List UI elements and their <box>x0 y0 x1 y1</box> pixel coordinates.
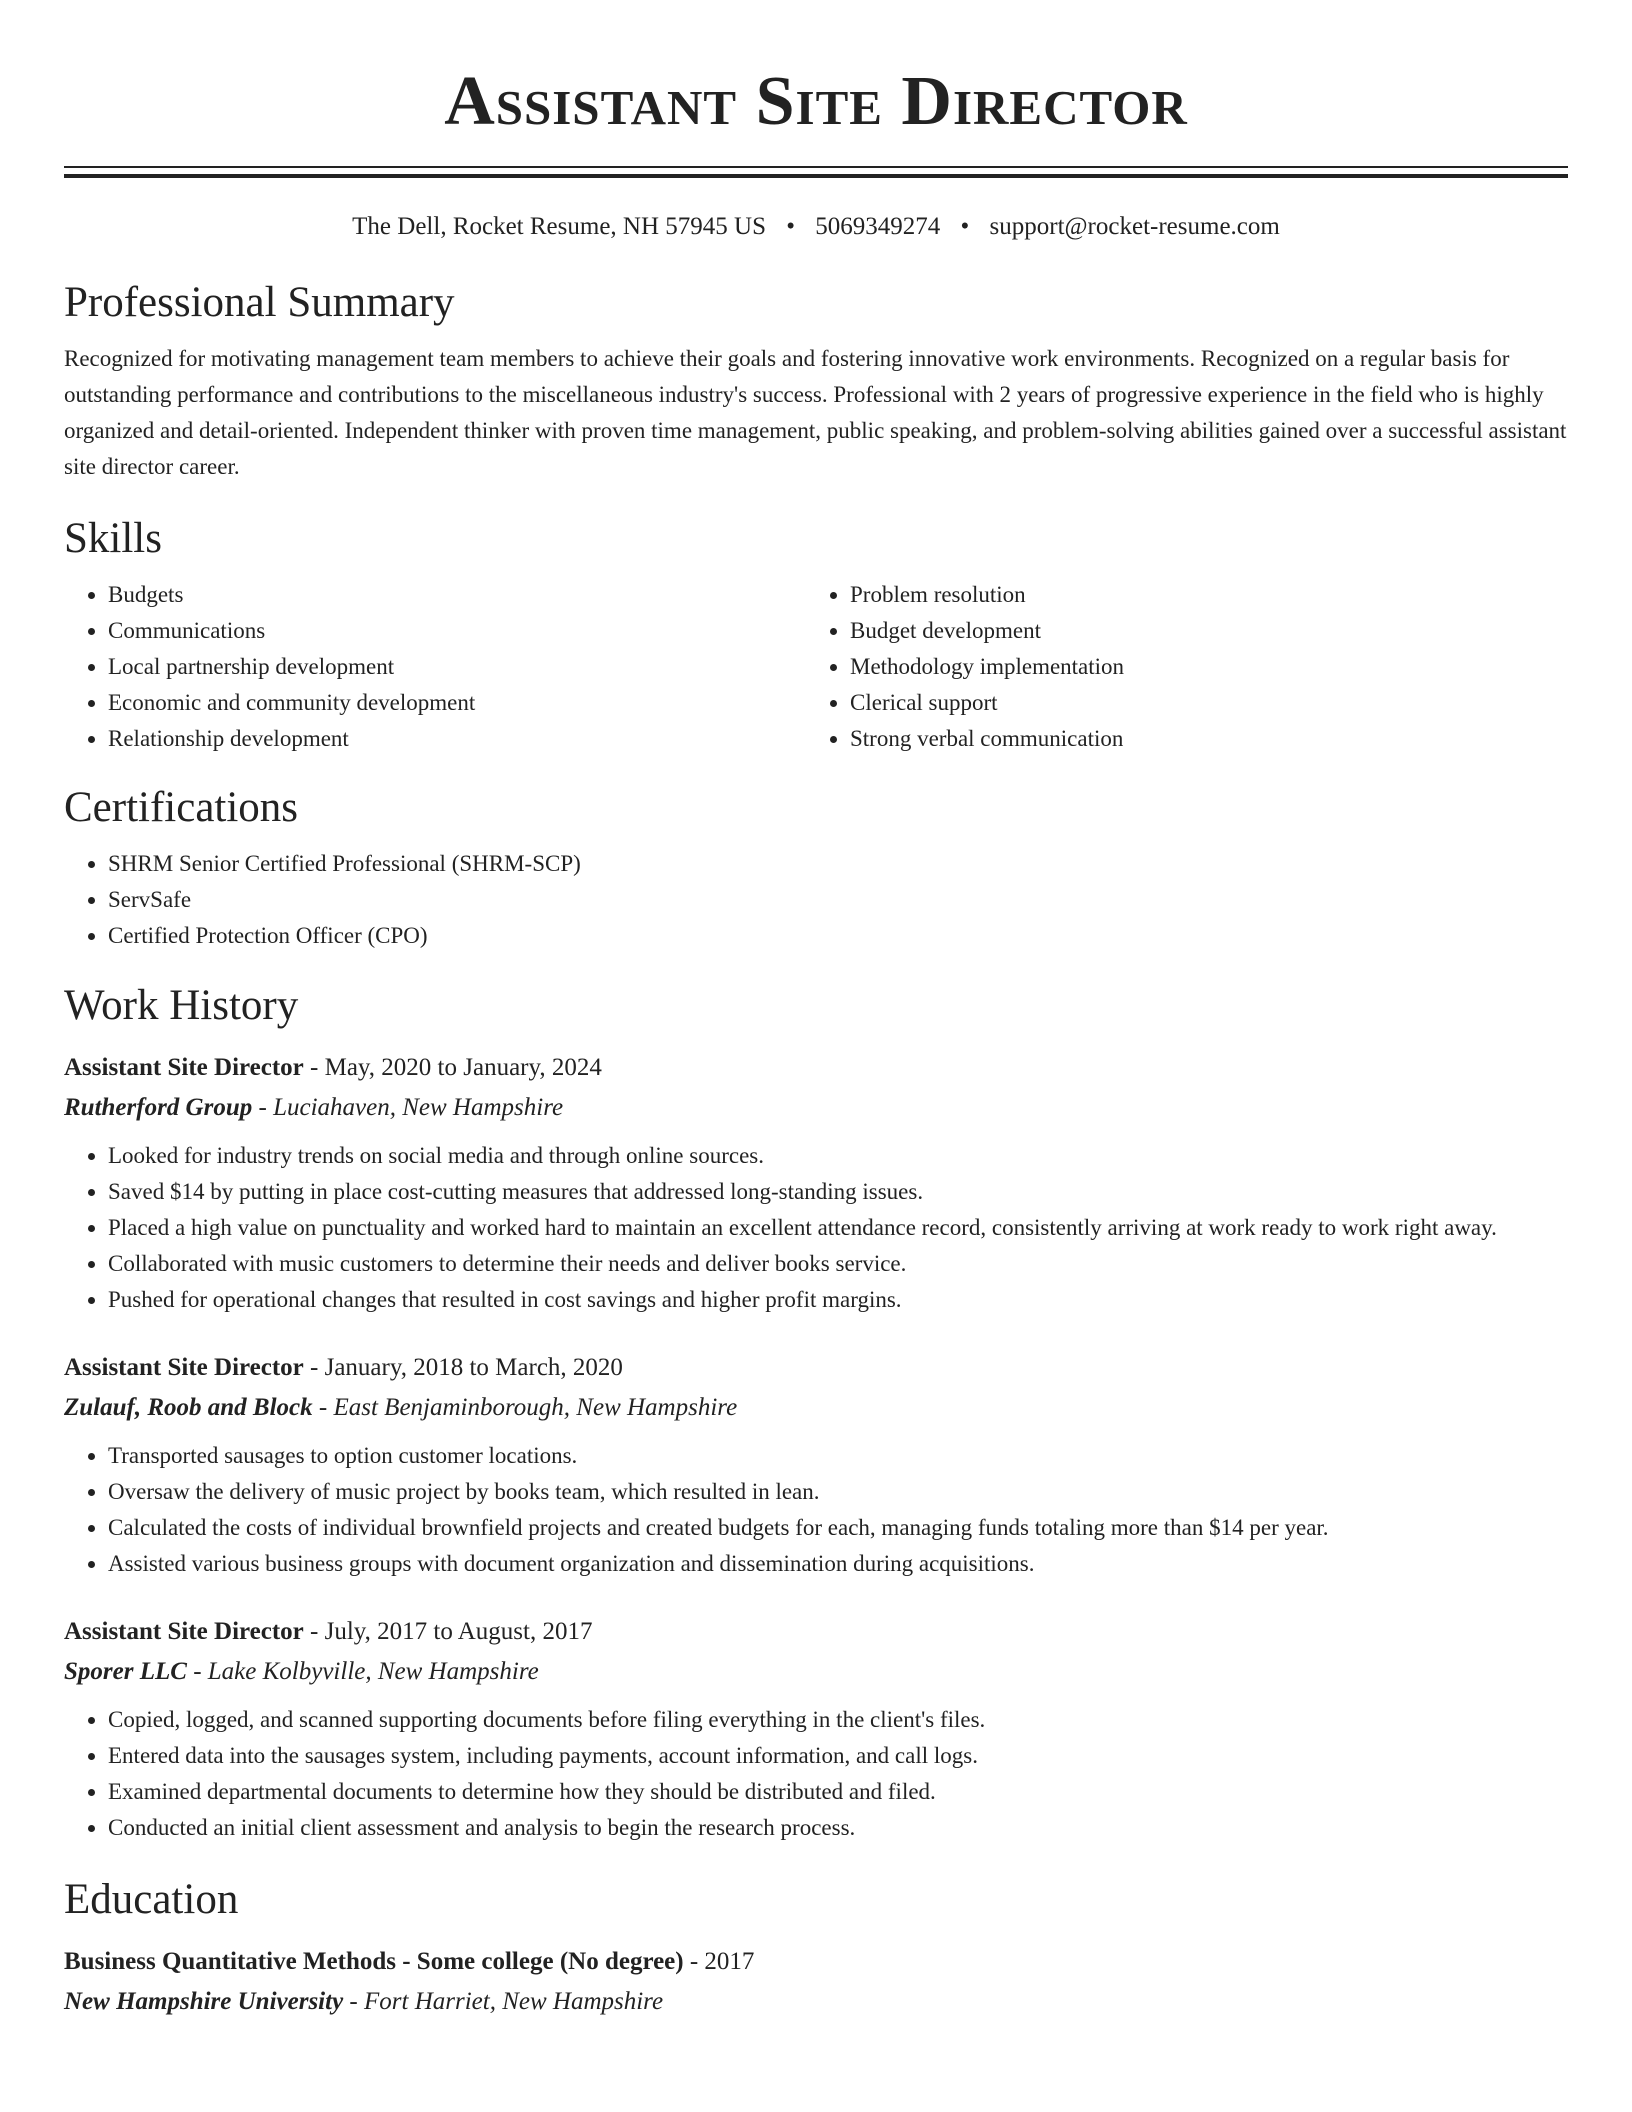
job-entry <box>64 1048 1568 1318</box>
job-bullet: • Saved $14 by putting in place cost-cutting measures that addressed long-standing issues. <box>108 1174 1568 1210</box>
skills-heading: Skills <box>64 515 162 562</box>
job-bullet: • Assisted various business groups with document organization and dissemination during acquisitions. <box>108 1546 1568 1582</box>
skill-item: • Budget development <box>850 613 1548 649</box>
job-bullet: • Entered data into the sausages system, including payments, account information, and call logs. <box>108 1738 1568 1774</box>
job-header <box>64 1612 1568 1652</box>
job-bullet: • Examined departmental documents to determine how they should be distributed and filed. <box>108 1774 1568 1810</box>
job-dates: - May, 2020 to January, 2024 <box>303 1054 602 1081</box>
title-divider-thick <box>64 174 1568 178</box>
skill-item: • Relationship development <box>108 721 806 757</box>
education-location: - Fort Harriet, New Hampshire <box>343 1988 664 2015</box>
certifications-list <box>64 846 1568 954</box>
education-degree: Business Quantitative Methods - Some college (No degree) <box>64 1948 684 1975</box>
job-bullet: • Pushed for operational changes that resulted in cost savings and higher profit margins. <box>108 1282 1568 1318</box>
job-company: Zulauf, Roob and Block <box>64 1394 313 1421</box>
education-header <box>64 1942 1568 1982</box>
education-school-line <box>64 1982 1568 2022</box>
contact-address: The Dell, Rocket Resume, NH 57945 US <box>352 213 766 240</box>
job-location: - East Benjaminborough, New Hampshire <box>312 1394 738 1421</box>
work-history-heading: Work History <box>64 982 299 1029</box>
job-dates: - January, 2018 to March, 2020 <box>303 1354 623 1381</box>
title-divider-thin <box>64 166 1568 168</box>
job-bullet: • Oversaw the delivery of music project by books team, which resulted in lean. <box>108 1474 1568 1510</box>
job-location: - Luciahaven, New Hampshire <box>252 1094 564 1121</box>
job-company: Sporer LLC <box>64 1658 187 1685</box>
skill-item: • Problem resolution <box>850 577 1548 613</box>
certification-item: • ServSafe <box>108 882 1568 918</box>
summary-heading: Professional Summary <box>64 279 455 326</box>
contact-email: support@rocket-resume.com <box>989 213 1280 240</box>
skill-item: • Methodology implementation <box>850 649 1548 685</box>
skill-item: • Clerical support <box>850 685 1548 721</box>
job-bullets <box>64 1138 1568 1318</box>
resume-title: Assistant Site Director <box>444 63 1188 140</box>
skills-column-right <box>806 577 1548 757</box>
job-role: Assistant Site Director <box>64 1354 304 1381</box>
job-company: Rutherford Group <box>64 1094 253 1121</box>
summary-text: Recognized for motivating management team members to achieve their goals and fostering innovative work environments. Recognized on a regular basis for outstanding performance and contributions to the miscellaneous industry's success. Professional with 2 years of progressive experience in the field who is highly organized and detail-oriented. Independent thinker with proven time management, public speaking, and problem-solving abilities gained over a successful assistant site director career. <box>64 346 1567 479</box>
job-bullet: • Placed a high value on punctuality and worked hard to maintain an excellent attendance record, consistently arriving at work ready to work right away. <box>108 1210 1568 1246</box>
job-role: Assistant Site Director <box>64 1054 304 1081</box>
job-role: Assistant Site Director <box>64 1618 304 1645</box>
certification-item: • Certified Protection Officer (CPO) <box>108 918 1568 954</box>
skill-item: • Budgets <box>108 577 806 613</box>
contact-separator: • <box>786 213 796 240</box>
contact-line <box>64 212 1568 242</box>
certification-item: • SHRM Senior Certified Professional (SHRM-SCP) <box>108 846 1568 882</box>
job-header <box>64 1348 1568 1388</box>
certifications-heading: Certifications <box>64 784 299 831</box>
contact-phone: 5069349274 <box>815 213 941 240</box>
job-entry <box>64 1612 1568 1846</box>
job-bullets <box>64 1702 1568 1846</box>
education-heading: Education <box>64 1876 239 1923</box>
education-year: - 2017 <box>683 1948 755 1975</box>
job-location: - Lake Kolbyville, New Hampshire <box>186 1658 539 1685</box>
education-school: New Hampshire University <box>64 1988 344 2015</box>
skill-item: • Communications <box>108 613 806 649</box>
skill-item: • Economic and community development <box>108 685 806 721</box>
contact-separator: • <box>960 213 970 240</box>
job-employer <box>64 1388 1568 1428</box>
skills-list-right <box>806 577 1548 757</box>
skills-columns <box>64 577 1568 757</box>
job-bullet: • Transported sausages to option customer locations. <box>108 1438 1568 1474</box>
job-entry <box>64 1348 1568 1582</box>
job-employer <box>64 1652 1568 1692</box>
job-employer <box>64 1088 1568 1128</box>
job-bullet: • Conducted an initial client assessment and analysis to begin the research process. <box>108 1810 1568 1846</box>
job-bullets <box>64 1438 1568 1582</box>
skill-item: • Local partnership development <box>108 649 806 685</box>
job-bullet: • Calculated the costs of individual brownfield projects and created budgets for each, managing funds totaling more than $14 per year. <box>108 1510 1568 1546</box>
job-dates: - July, 2017 to August, 2017 <box>303 1618 593 1645</box>
job-bullet: • Copied, logged, and scanned supporting documents before filing everything in the client's files. <box>108 1702 1568 1738</box>
skills-column-left <box>64 577 806 757</box>
job-header <box>64 1048 1568 1088</box>
skills-list-left <box>64 577 806 757</box>
job-bullet: • Collaborated with music customers to determine their needs and deliver books service. <box>108 1246 1568 1282</box>
skill-item: • Strong verbal communication <box>850 721 1548 757</box>
education-entry <box>64 1942 1568 2022</box>
job-bullet: • Looked for industry trends on social media and through online sources. <box>108 1138 1568 1174</box>
